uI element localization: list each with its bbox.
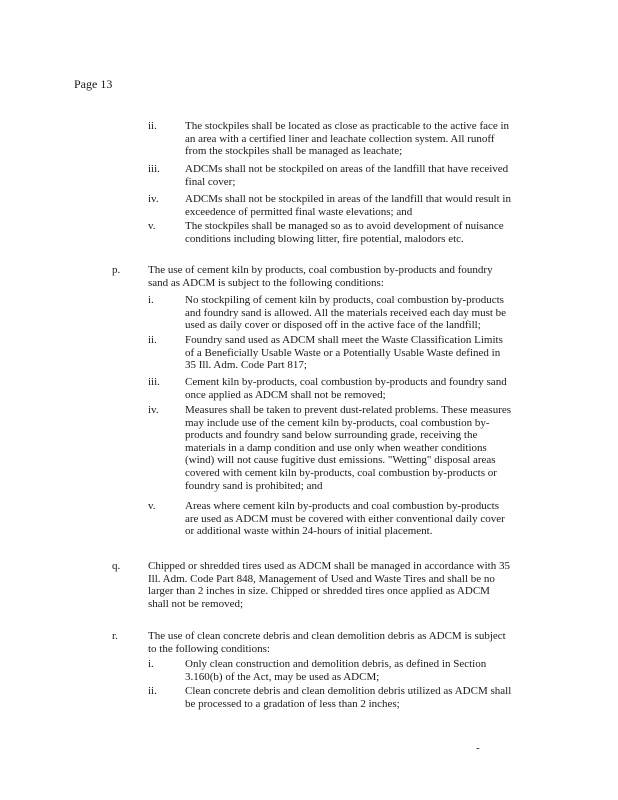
item-number: ii.: [148, 334, 157, 346]
item-line: foundry sand is prohibited; and: [185, 479, 323, 492]
item-line: final cover;: [185, 175, 236, 188]
item-line: or additional waste within 24-hours of initial placement.: [185, 525, 433, 538]
item-number: v.: [148, 220, 156, 232]
section-line: Ill. Adm. Code Part 848, Management of Used and Waste Tires and shall be no: [148, 572, 495, 585]
section-line: larger than 2 inches in size. Chipped or shredded tires once applied as ADCM: [148, 585, 490, 598]
item-line: Foundry sand used as ADCM shall meet the Waste Classification Limits: [185, 334, 503, 346]
item-line: materials in a damp condition and use only when weather conditions: [185, 441, 487, 454]
item-line: Measures shall be taken to prevent dust-related problems. These measures: [185, 404, 512, 416]
section-line: The use of cement kiln by products, coal combustion by-products and foundry: [148, 264, 493, 276]
item-number: iii.: [148, 163, 160, 175]
item-line: covered with cement kiln by-products, coal combustion by-products or: [185, 466, 497, 479]
item-line: Areas where cement kiln by-products and coal combustion by-products: [185, 500, 500, 512]
item-line: and foundry sand is allowed. All the materials received each day must be: [185, 306, 507, 319]
item-line: The stockpiles shall be located as close as practicable to the active face in: [185, 120, 510, 132]
section-line: shall not be removed;: [148, 597, 244, 610]
page-header: Page 13: [74, 77, 113, 91]
section-line: The use of clean concrete debris and clean demolition debris as ADCM is subject: [148, 630, 506, 642]
item-line: ADCMs shall not be stockpiled on areas of the landfill that have received: [185, 163, 509, 175]
item-line: Only clean construction and demolition debris, as defined in Section: [185, 658, 487, 670]
item-number: ii.: [148, 685, 157, 697]
item-line: may include use of the cement kiln by-products, coal combustion by-: [185, 416, 490, 429]
item-line: be processed to a gradation of less than 2 inches;: [185, 697, 400, 710]
item-line: exceedence of permitted final waste elevations; and: [185, 205, 413, 218]
item-line: used as daily cover or disposed off in the active face of the landfill;: [185, 319, 481, 332]
item-line: conditions including blowing litter, fire potential, malodors etc.: [185, 232, 464, 245]
section-letter: r.: [112, 630, 118, 642]
footer-mark: -: [476, 742, 480, 754]
item-line: an area with a certified liner and leachate collection system. All runoff: [185, 132, 495, 145]
section-line: Chipped or shredded tires used as ADCM shall be managed in accordance with 35: [148, 560, 510, 572]
item-line: The stockpiles shall be managed so as to avoid development of nuisance: [185, 220, 504, 232]
item-number: ii.: [148, 120, 157, 132]
item-line: (wind) will not cause fugitive dust emissions. "Wetting" disposal areas: [185, 454, 496, 467]
item-number: v.: [148, 500, 156, 512]
section-line: sand as ADCM is subject to the following conditions:: [148, 276, 384, 289]
item-line: ADCMs shall not be stockpiled in areas of the landfill that would result in: [185, 193, 511, 205]
item-line: are used as ADCM must be covered with either conventional daily cover: [185, 512, 505, 525]
section-letter: q.: [112, 560, 121, 572]
section-letter: p.: [112, 264, 121, 276]
item-line: 3.160(b) of the Act, may be used as ADCM;: [185, 670, 380, 683]
item-line: from the stockpiles shall be managed as leachate;: [185, 145, 403, 158]
item-line: of a Beneficially Usable Waste or a Potentially Usable Waste defined in: [185, 346, 501, 359]
item-number: iv.: [148, 404, 159, 416]
item-line: products and foundry sand below surrounding grade, receiving the: [185, 429, 478, 442]
item-line: 35 Ill. Adm. Code Part 817;: [185, 359, 307, 372]
item-line: Cement kiln by-products, coal combustion by-products and foundry sand: [185, 376, 507, 388]
section-line: to the following conditions:: [148, 642, 270, 655]
item-number: iv.: [148, 193, 159, 205]
item-line: No stockpiling of cement kiln by products, coal combustion by-products: [185, 294, 504, 306]
item-line: once applied as ADCM shall not be removed;: [185, 388, 386, 401]
item-number: iii.: [148, 376, 160, 388]
item-number: i.: [148, 294, 154, 306]
item-line: Clean concrete debris and clean demolition debris utilized as ADCM shall: [185, 685, 512, 697]
item-number: i.: [148, 658, 154, 670]
